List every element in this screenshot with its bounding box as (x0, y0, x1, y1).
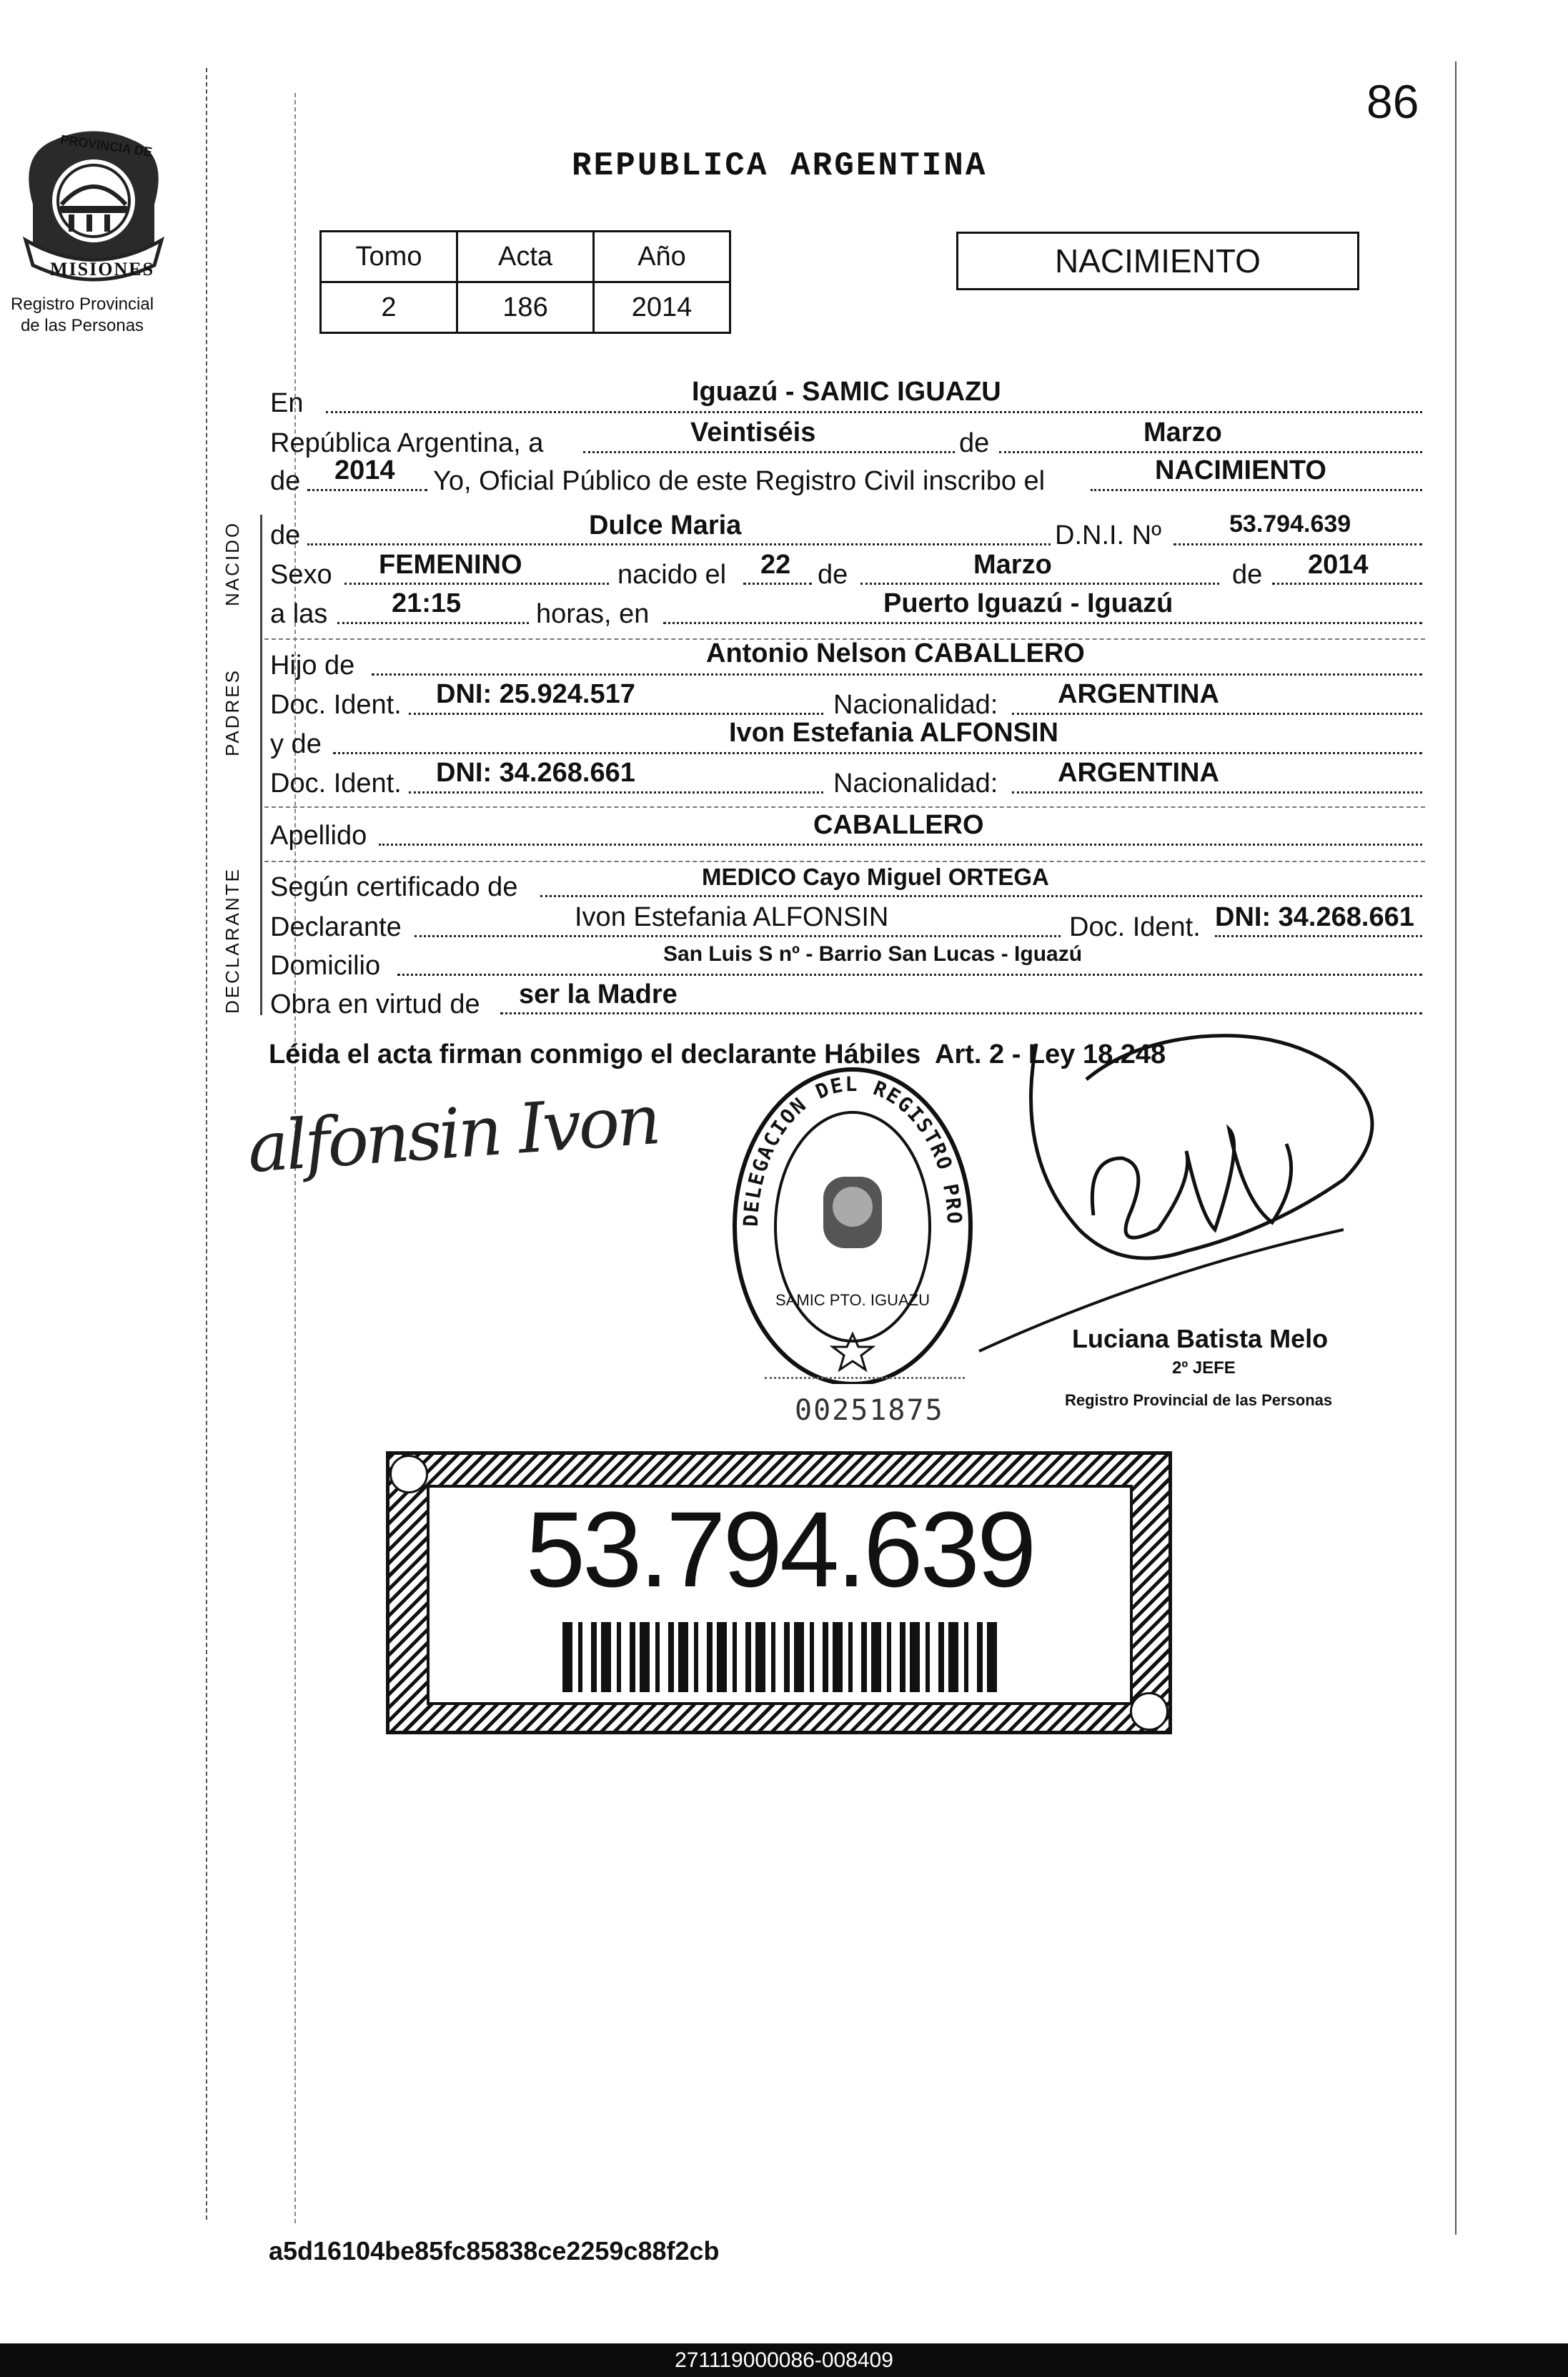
logo-arc-text: PROVINCIA DE (59, 132, 154, 159)
sticker-barcode (562, 1622, 998, 1692)
doc3-label: Doc. Ident. (1069, 912, 1201, 942)
nacido-mes: Marzo (973, 550, 1052, 580)
dni-value: 53.794.639 (1229, 510, 1351, 538)
nac2-value: ARGENTINA (1058, 758, 1219, 788)
logo-caption-1: Registro Provincial (10, 295, 154, 314)
en-label: En (270, 388, 304, 418)
doc2-value: DNI: 34.268.661 (436, 758, 635, 788)
domicilio-dots (397, 974, 1422, 976)
field-block-line (260, 515, 262, 1015)
sticker-corner-icon-br (1130, 1692, 1168, 1731)
record-table (319, 230, 731, 334)
logo-banner-text: MISIONES (50, 259, 155, 280)
nacido-de-label: de (818, 560, 848, 590)
nombre-label: de (270, 520, 301, 550)
doc1-dots (409, 713, 823, 715)
nombre-dots (307, 543, 1051, 545)
sexo-value: FEMENINO (379, 550, 522, 580)
dni-dots (1173, 543, 1422, 545)
padre-value: Antonio Nelson CABALLERO (706, 638, 1085, 668)
form-serial-dots (765, 1377, 965, 1379)
nac1-label: Nacionalidad: (833, 690, 998, 720)
value-acta: 186 (457, 282, 594, 333)
seal-inner-text: SAMIC PTO. IGUAZU (775, 1291, 930, 1309)
separator-apellido (264, 861, 1425, 862)
lugar-dots (663, 622, 1422, 624)
form-serial: 00251875 (795, 1394, 944, 1427)
domicilio-value: San Luis S nº - Barrio San Lucas - Iguazú (663, 942, 1083, 966)
logo-caption-2: de las Personas (20, 316, 144, 335)
de-label: de (959, 428, 990, 458)
official-title: 2º JEFE (1172, 1358, 1236, 1378)
republica-label: República Argentina, a (270, 428, 544, 458)
doc2-dots (409, 791, 823, 794)
mes-value: Marzo (1143, 417, 1222, 448)
yde-label: y de (270, 729, 322, 759)
footer-bar (0, 2343, 1568, 2377)
horas-label: horas, en (536, 599, 650, 629)
declarant-signature: alfonsin Ivon (244, 1079, 661, 1188)
value-anio: 2014 (594, 282, 730, 333)
alas-label: a las (270, 599, 328, 629)
certificado-label: Según certificado de (270, 872, 518, 902)
document-hash: a5d16104be85fc85838ce2259c88f2cb (269, 2236, 720, 2265)
declarante-dots (415, 935, 1061, 937)
nacido-dia-dots (743, 583, 812, 585)
obra-label: Obra en virtud de (270, 989, 480, 1019)
side-label-padres: PADRES (222, 668, 243, 756)
nacido-anio: 2014 (1308, 550, 1369, 580)
nac1-value: ARGENTINA (1058, 679, 1219, 709)
nac2-label: Nacionalidad: (833, 769, 998, 799)
sticker-number: 53.794.639 (525, 1489, 1034, 1609)
en-value: Iguazú - SAMIC IGUAZU (692, 377, 1001, 407)
sexo-label: Sexo (270, 560, 332, 590)
certificado-dots (540, 895, 1422, 897)
apellido-label: Apellido (270, 821, 367, 851)
sticker-inner (427, 1485, 1133, 1705)
hora-value: 21:15 (392, 588, 462, 618)
obra-value: ser la Madre (519, 979, 678, 1009)
inscripcion-value: NACIMIENTO (1155, 455, 1326, 485)
doc1-label: Doc. Ident. (270, 690, 402, 720)
oficial-text: Yo, Oficial Público de este Registro Civil inscribo el (433, 466, 1046, 496)
dni-sticker (386, 1451, 1172, 1734)
nacido-anio-dots (1272, 583, 1422, 585)
anio-dots (307, 489, 427, 491)
document-title: REPUBLICA ARGENTINA (572, 147, 988, 184)
margin-line-left (206, 68, 207, 2220)
de2-label: de (270, 466, 301, 496)
official-name: Luciana Batista Melo (1072, 1324, 1329, 1353)
value-tomo: 2 (321, 282, 457, 333)
record-type: NACIMIENTO (1055, 242, 1261, 280)
doc2-label: Doc. Ident. (270, 769, 402, 799)
obra-dots (500, 1012, 1422, 1014)
hijo-label: Hijo de (270, 651, 355, 681)
official-office: Registro Provincial de las Personas (1065, 1391, 1333, 1409)
anio-value: 2014 (334, 455, 395, 485)
page-number: 86 (1366, 75, 1419, 128)
en-dots (326, 411, 1422, 413)
seal-ring-text: DELEGACION DEL REGISTRO PRO (738, 1072, 967, 1227)
declarante-value: Ivon Estefania ALFONSIN (575, 902, 889, 932)
header-tomo: Tomo (321, 232, 457, 282)
side-label-nacido: NACIDO (222, 520, 243, 606)
dia-value: Veintiséis (690, 417, 816, 448)
dni-label: D.N.I. Nº (1055, 520, 1161, 550)
header-acta: Acta (457, 232, 594, 282)
nacido-label: nacido el (617, 560, 727, 590)
hora-dots (337, 622, 529, 624)
madre-value: Ivon Estefania ALFONSIN (729, 718, 1058, 748)
side-label-declarante: DECLARANTE (222, 867, 243, 1014)
closing-text: Léida el acta firman conmigo el declarante Hábiles Art. 2 - Ley 18.248 (269, 1039, 1166, 1069)
separator-padres (264, 806, 1425, 808)
sexo-dots (344, 583, 609, 585)
madre-dots (333, 752, 1422, 754)
nacido-dia: 22 (760, 550, 791, 580)
right-margin-line (1455, 61, 1457, 2235)
mes-dots (999, 451, 1422, 453)
nac1-dots (1012, 713, 1422, 715)
nombre-value: Dulce Maria (589, 510, 742, 540)
declarante-label: Declarante (270, 912, 402, 942)
nacido-mes-dots (860, 583, 1219, 585)
domicilio-label: Domicilio (270, 951, 381, 981)
footer-code: 271119000086-008409 (675, 2348, 893, 2372)
nac2-dots (1012, 791, 1422, 794)
nacido-de2-label: de (1232, 560, 1263, 590)
doc3-value: DNI: 34.268.661 (1215, 902, 1414, 932)
record-type-box (956, 232, 1359, 290)
doc3-dots (1215, 935, 1422, 937)
official-seal (729, 1048, 976, 1384)
apellido-value: CABALLERO (813, 810, 984, 840)
header-anio: Año (594, 232, 730, 282)
padre-dots (372, 673, 1422, 676)
sticker-corner-icon-tl (389, 1455, 428, 1493)
apellido-dots (379, 844, 1422, 846)
inscripcion-dots (1091, 489, 1422, 491)
doc1-value: DNI: 25.924.517 (436, 679, 635, 709)
certificado-value: MEDICO Cayo Miguel ORTEGA (702, 864, 1049, 890)
dia-dots (583, 451, 955, 453)
lugar-value: Puerto Iguazú - Iguazú (883, 588, 1173, 618)
